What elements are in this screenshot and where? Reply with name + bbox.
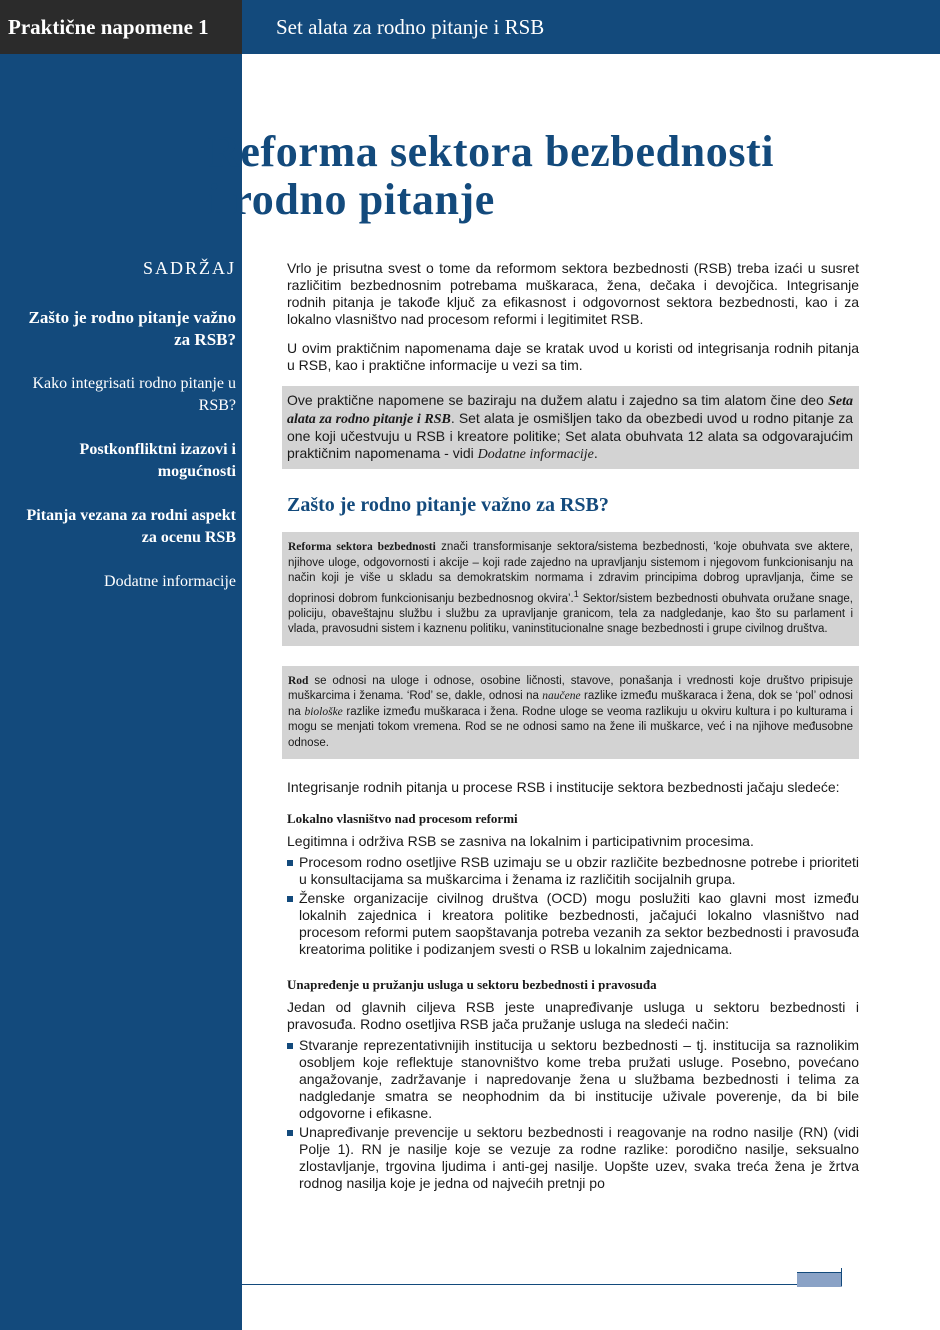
local-ownership-list <box>287 854 859 958</box>
intro-paragraph-1: Vrlo je prisutna svest o tome da reformom sektora bezbednosti (RSB) treba izaći u susret različitim bezbednosnim potrebama muškaraca, žena, dečaka i devojčica. Integrisanje rodnih pitanja je takođe ključ za efikasnost i odgovornost sektora bezbednosti, kao i za lokalno vlasništvo nad procesom reformi i legitimitet RSB. <box>287 260 859 327</box>
footer-rule <box>242 1284 840 1285</box>
title-line-2: i rodno pitanje <box>208 175 495 224</box>
list-item: Procesom rodno osetljive RSB uzimaju se u obzir različite bezbednosne potrebe i prioriteti u konsultacijama sa muškarcima i ženama iz različitih socijalnih grupa. <box>287 854 859 888</box>
service-delivery-list <box>287 1037 859 1192</box>
lead-paragraph: Integrisanje rodnih pitanja u procese RSB i institucije sektora bezbednosti jačaju sledeće: <box>287 779 840 796</box>
footnote-ref[interactable]: 1 <box>573 588 579 599</box>
toolkit-label: Set alata za rodno pitanje i RSB <box>242 0 940 54</box>
sidebar <box>0 0 242 1330</box>
intro-paragraph-2: U ovim praktičnim napomenama daje se kratak uvod u koristi od integrisanja rodnih pitanja u RSB, kao i praktične informacije u vezi sa tim. <box>287 340 859 373</box>
section-title: Zašto je rodno pitanje važno za RSB? <box>287 494 609 516</box>
page-number-box <box>797 1272 842 1287</box>
gender-term: Rod <box>288 674 309 687</box>
gender-definition-box: Rod se odnosi na uloge i odnose, osobine ličnosti, stavove, ponašanja i vrednosti koje društvo pripisuje muškarcima i ženama. ‘Rod’ se, dakle, odnosi na naučene razlike između muškaraca i žena, dok se ‘pol’ odnosi na biološke razlike između muškaraca i žena. Rodne uloge se veoma razlikuju u okviru kultura i po kulturama i mogu se menjati tokom vremena. Rod se ne odnosi samo na žene ili muškarce, već i na njihove međusobne odnose. <box>282 666 859 760</box>
list-item: Stvaranje reprezentativnijih institucija u sektoru bezbednosti – tj. institucija sa raznolikim osobljem koje reflektuje stanovništvo kome treba pružati usluge. Posebno, povećano angažovanje, zadržavanje i napredovanje žena u službama bezbednosti i telima za nadgledanje smatra se neophodnim da bi institucije uživale poverenje, da bi bile odgovorne i efikasne. <box>287 1037 859 1122</box>
more-info-link[interactable]: Dodatne informacije <box>477 447 594 462</box>
footer-tick <box>841 1268 842 1286</box>
toc-item-more-info[interactable]: Dodatne informacije <box>104 573 236 590</box>
table-of-contents <box>10 258 236 615</box>
service-delivery-intro: Jedan od glavnih ciljeva RSB jeste unapređivanje usluga u sektoru bezbednosti i pravosuđa. Rodno osetljiva RSB jača pružanje usluga na sledeći način: <box>287 999 859 1033</box>
subheading-local-ownership: Lokalno vlasništvo nad procesom reformi <box>287 811 518 827</box>
subheading-service-delivery: Unapređenje u pružanju usluga u sektoru bezbednosti i pravosuđa <box>287 977 657 993</box>
page-title <box>208 128 928 224</box>
toc-heading: SADRŽAJ <box>142 258 236 278</box>
list-item: Ženske organizacije civilnog društva (OCD) mogu poslužiti kao glavni most između lokalnih zajednica i kreatora politike bezbednosti, jačajući lokalno vlasništvo nad procesom reformi putem saopštavanja potreba vezanih za sektor bezbednosti i pravosuđa kreatorima politike i podizanjem svesti o RSB u lokalnim zajednicama. <box>287 890 859 958</box>
ssr-definition-box: Reforma sektora bezbednosti znači transformisanje sektora/sistema bezbednosti, ‘koje obuhvata sve aktere, njihove uloge, odgovornosti i akcije – koji rade zajedno na upravljanju sistemom i njegovom funkcionisanju na način koji je više u skladu sa demokratskim normama i zdravim principima dobrog upravljanja, čime se doprinosi dobrom funkcionisanju bezbednosnog okvira’.$^1$ Sektor/sistem bezbednosti obuhvata oružane snage, policiju, obaveštajnu službu i službu za upravljanje granicom, tela za nadgledanje, kao što su parlament i vlada, pravosudni sistem i kaznenu politiku, vaninstitucionalne snage bezbednosti i grupe civilnog društva. <box>282 532 859 646</box>
toolkit-info-box: Ove praktične napomene se baziraju na dužem alatu i zajedno sa tim alatom čine deo Seta alata za rodno pitanje i RSB. Set alata je osmišljen tako da obezbedi uvod u rodno pitanje za one koji učestvuju u RSB i kreatore politike; Set alata obuhvata 12 alata sa odgovarajućim praktičnim napomenama - vidi Dodatne informacije. <box>282 386 859 469</box>
toc-item-assessment-questions[interactable]: Pitanja vezana za rodni aspekt za ocenu RSB <box>26 507 236 546</box>
toc-item-how-integrate[interactable]: Kako integrisati rodno pitanje u RSB? <box>32 375 236 414</box>
title-line-1: Reforma sektora bezbednosti <box>208 127 775 176</box>
local-ownership-intro: Legitimna i održiva RSB se zasniva na lokalnim i participativnim procesima. <box>287 833 754 850</box>
toolkit-name: Seta alata za rodno pitanje i RSB <box>287 394 853 427</box>
list-item: Unapređivanje prevencije u sektoru bezbednosti i reagovanje na rodno nasilje (RN) (vidi Polje 1). RN je nasilje koje se vezuje za rodne razlike: porodično nasilje, seksualno zlostavljanje, trgovina ljudima i anti-gej nasilje. Uopšte uzev, svaka treća žena je žrtva rodnog nasilja koje je jedna od najvećih pretnji po <box>287 1124 859 1192</box>
toc-item-postconflict[interactable]: Postkonfliktni izazovi i mogućnosti <box>79 441 236 480</box>
main-content <box>287 260 859 1200</box>
ssr-term: Reforma sektora bezbednosti <box>288 541 436 553</box>
series-label: Praktične napomene 1 <box>0 0 242 54</box>
toc-item-why-gender[interactable]: Zašto je rodno pitanje važno za RSB? <box>28 308 236 349</box>
